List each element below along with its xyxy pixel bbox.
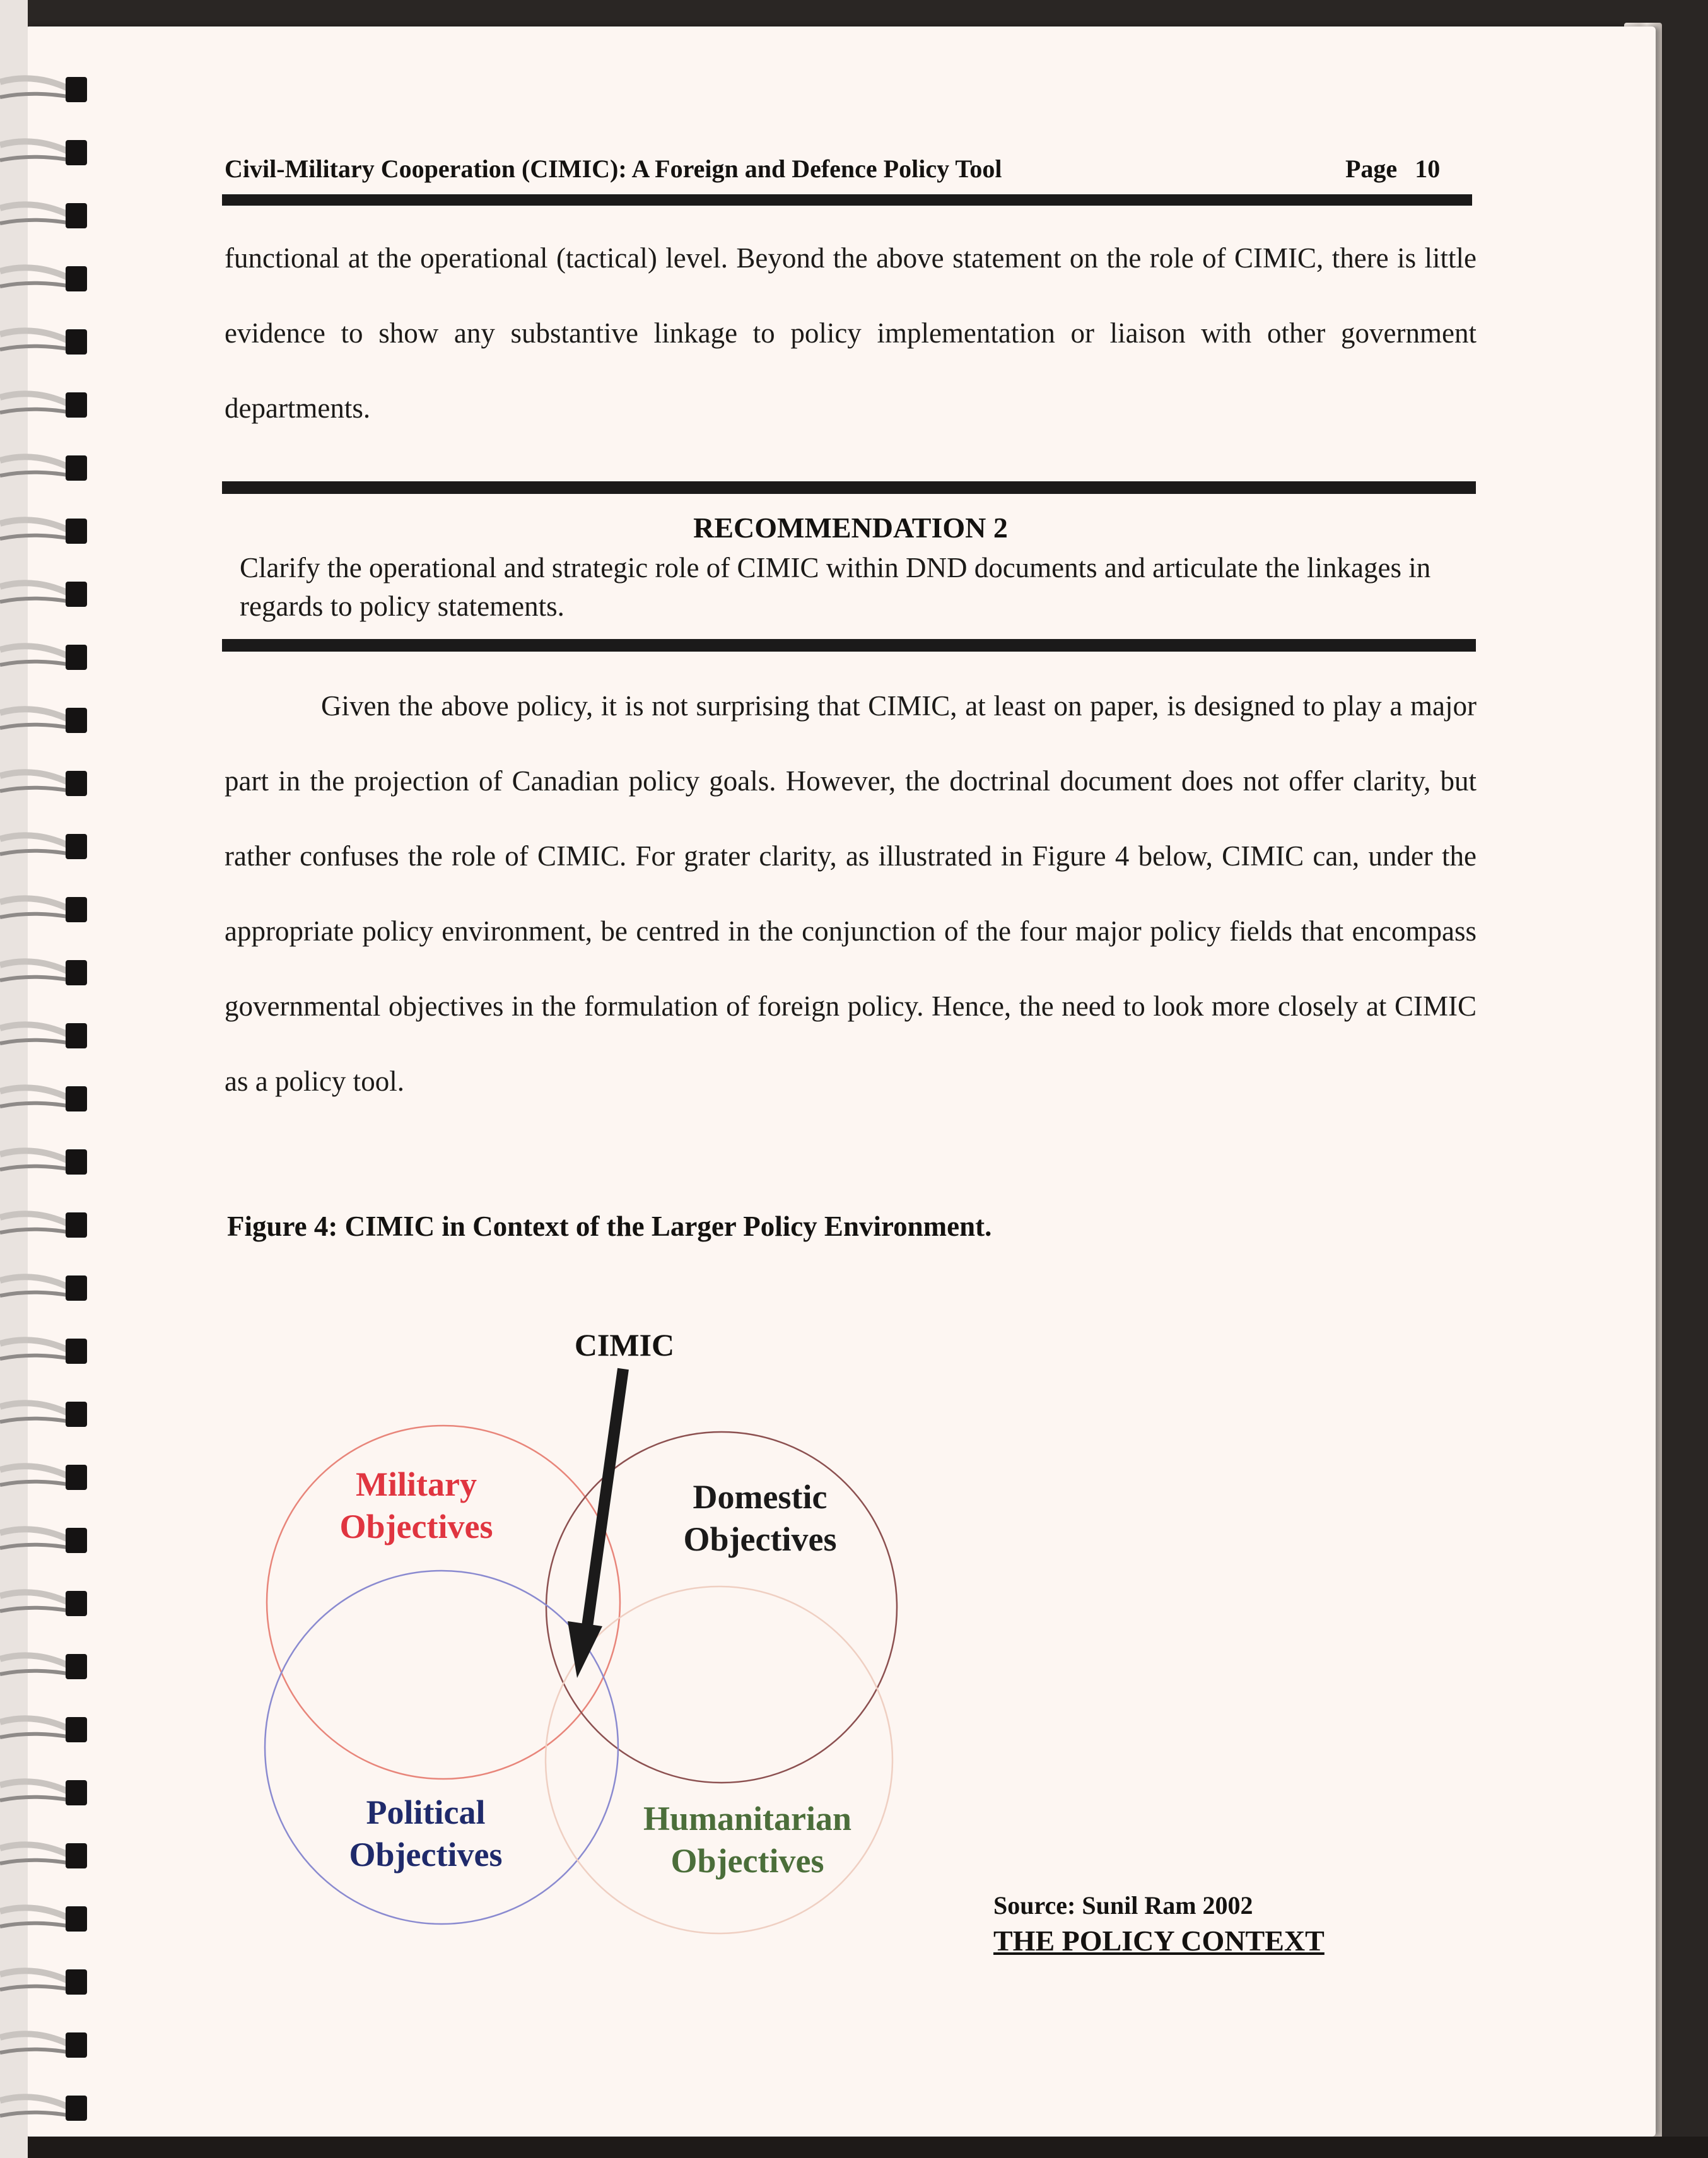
military-label-line2: Objectives [339, 1508, 493, 1545]
humanitarian-label-line1: Humanitarian [643, 1800, 852, 1838]
recommendation-text: Clarify the operational and strategic role of CIMIC within DND documents and articulate the linkages in regards to policy statements. [240, 552, 1431, 622]
political-label-line1: Political [366, 1793, 486, 1831]
domestic-label-line1: Domestic [693, 1478, 828, 1516]
humanitarian-label-line2: Objectives [670, 1842, 824, 1880]
running-header-title: Civil-Military Cooperation (CIMIC): A Foreign and Defence Policy Tool [225, 155, 1002, 183]
military-objectives-label [290, 1463, 542, 1548]
recommendation-title: RECOMMENDATION 2 [693, 512, 1008, 544]
figure-caption: Figure 4: CIMIC in Context of the Larger Policy Environment. [227, 1211, 992, 1242]
cimic-label: CIMIC [574, 1327, 675, 1363]
domestic-objectives-label [634, 1476, 886, 1561]
military-label-line1: Military [356, 1465, 477, 1503]
political-label-line2: Objectives [349, 1836, 503, 1874]
body-paragraph: functional at the operational (tactical) level. Beyond the above statement on the role of CIMIC, there is little evidence to show any substantive linkage to policy implementation or liaison with other government departments. [225, 242, 1477, 424]
figure-source: Source: Sunil Ram 2002 [993, 1891, 1253, 1920]
body-paragraph: Given the above policy, it is not surprising that CIMIC, at least on paper, is designed to play a major part in the projection of Canadian policy goals. However, the doctrinal document does not offer clarity, but rather confuses the role of CIMIC. For grater clarity, as illustrated in Figure 4 below, CIMIC can, under the appropriate policy environment, be centred in the conjunction of the four major policy fields that encompass governmental objectives in the formulation of foreign policy. Hence, the need to look more closely at CIMIC as a policy tool. [225, 690, 1477, 1097]
page-number: Page 10 [1345, 155, 1441, 183]
humanitarian-objectives-label [602, 1798, 892, 1882]
domestic-label-line2: Objectives [683, 1520, 837, 1558]
political-objectives-label [300, 1791, 552, 1876]
section-heading: THE POLICY CONTEXT [993, 1925, 1325, 1957]
cimic-arrow-head [568, 1621, 602, 1678]
